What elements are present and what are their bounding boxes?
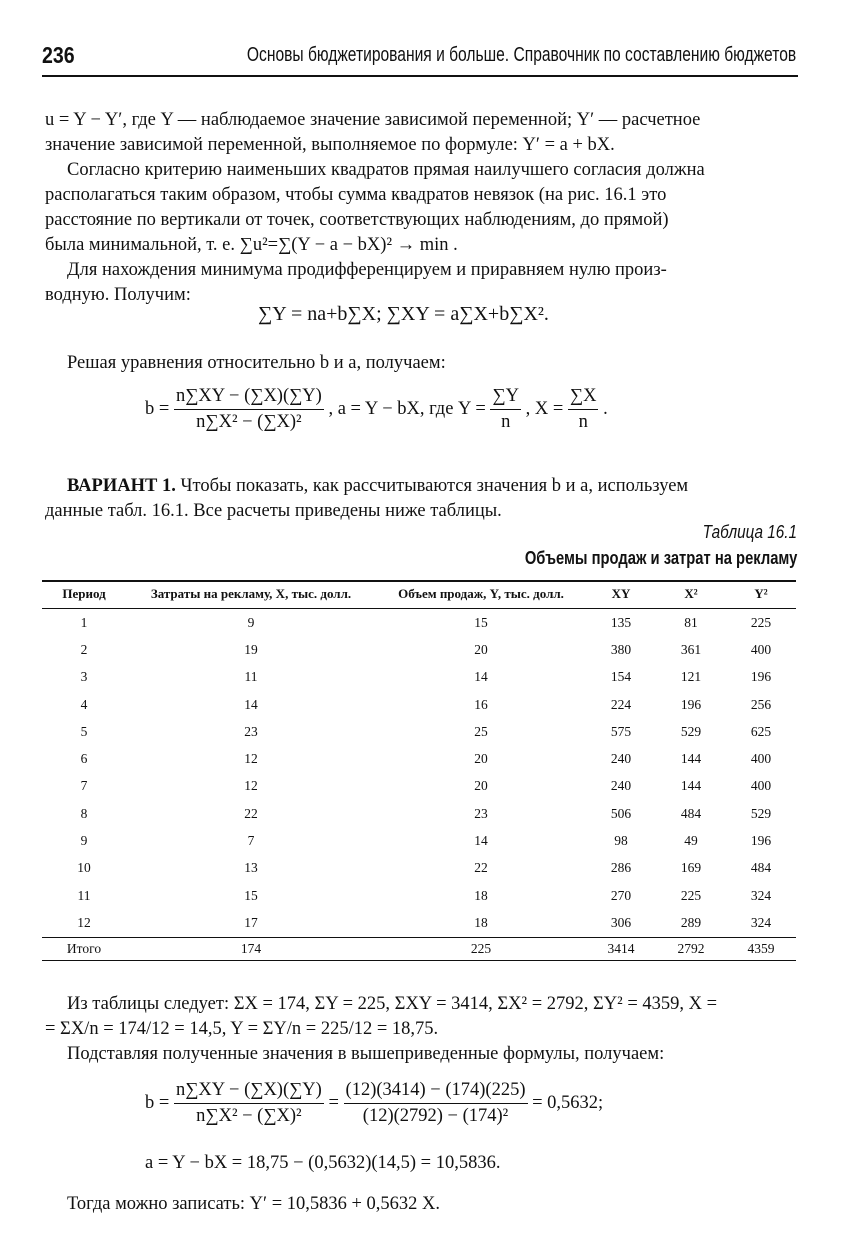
table-cell: 506: [610, 805, 632, 821]
table-cell: 625: [750, 723, 772, 739]
calc-b-numeric-numerator: (12)(3414) − (174)(225): [344, 1080, 528, 1104]
table-cell: 324: [750, 887, 772, 903]
table-cell: 12: [77, 914, 91, 930]
table-cell: 240: [610, 751, 632, 767]
conclusion-text: Тогда можно записать: Y′ = 10,5836 + 0,5632 X.: [67, 1194, 441, 1214]
table-cell: 380: [610, 641, 632, 657]
criterion-line-3: расстояние по вертикали от точек, соответствующих наблюдениям, до прямой): [45, 210, 669, 230]
criterion-line-4-text: была минимальной, т. е.: [45, 235, 236, 255]
table-cell: 2: [80, 641, 88, 657]
ybar-denominator: n: [501, 412, 511, 432]
table-cell: 196: [750, 833, 772, 849]
table-cell: 15: [474, 614, 488, 630]
table-caption-number: Таблица 16.1: [702, 522, 797, 542]
table-cell: 361: [680, 641, 702, 657]
header-period: Период: [42, 581, 126, 609]
table-row: [42, 718, 796, 745]
table-cell: 400: [750, 778, 772, 794]
table-cell: 4: [80, 696, 88, 712]
table-cell: 10: [77, 860, 91, 876]
table-cell: 22: [244, 805, 258, 821]
total-cell: 4359: [726, 937, 796, 960]
table-row: [42, 691, 796, 718]
from-table-paragraph: [45, 992, 797, 1042]
calc-b-result: = 0,5632;: [532, 1092, 604, 1113]
formula-ybar-fraction: [490, 386, 521, 433]
conclusion-paragraph: [45, 1192, 797, 1217]
criterion-line-4: [45, 233, 797, 258]
table-cell: 17: [244, 914, 258, 930]
table-cell: 256: [750, 696, 772, 712]
table-row: [42, 800, 796, 827]
table-row: [42, 773, 796, 800]
table-cell: 529: [750, 805, 772, 821]
table-cell: 7: [247, 833, 255, 849]
table-row: [42, 882, 796, 909]
table-cell: 154: [610, 669, 632, 685]
derivation-paragraph: [45, 258, 797, 308]
table-cell: 11: [244, 669, 258, 685]
solving-text: Решая уравнения относительно b и a, получаем:: [67, 353, 446, 373]
table-row: [42, 855, 796, 882]
table-cell: 270: [610, 887, 632, 903]
table-cell: 225: [750, 614, 772, 630]
formula-b-denominator: n∑X² − (∑X)²: [196, 412, 302, 432]
formula-b-numerator: n∑XY − (∑X)(∑Y): [174, 386, 324, 410]
page-header: [42, 40, 796, 70]
table-cell: 400: [750, 751, 772, 767]
header-x-squared: X²: [656, 581, 726, 609]
intro-paragraph: [45, 108, 797, 158]
xbar-denominator: n: [578, 412, 588, 432]
sales-advertising-table: [42, 580, 796, 961]
table-cell: 14: [474, 833, 488, 849]
table-header-row: [42, 581, 796, 609]
table-cell: 22: [474, 860, 488, 876]
from-table-line-1: Из таблицы следует: ΣX = 174, ΣY = 225, ΣXY = 3414, ΣX² = 2792, ΣY² = 4359, X =: [67, 994, 718, 1014]
table-row: [42, 909, 796, 937]
calc-b-numeric-denominator: (12)(2792) − (174)²: [362, 1106, 509, 1126]
variant-line-1-text: Чтобы показать, как рассчитываются значения b и a, используем: [180, 476, 689, 496]
table-cell: 169: [680, 860, 702, 876]
table-cell: 23: [474, 805, 488, 821]
xbar-lhs: , X =: [525, 398, 564, 419]
table-row: [42, 609, 796, 637]
header-advertising: Затраты на рекламу, X, тыс. долл.: [126, 581, 376, 609]
table-cell: 529: [680, 723, 702, 739]
header-rule: [42, 75, 798, 77]
substitute-sentence: [45, 1042, 797, 1067]
formula-b-fraction: [174, 386, 324, 433]
table-cell: 240: [610, 778, 632, 794]
intro-line-2: значение зависимой переменной, выполняемое по формуле: Y′ = a + bX.: [45, 135, 615, 155]
total-cell: 3414: [586, 937, 656, 960]
calc-a-formula: a = Y − bX = 18,75 − (0,5632)(14,5) = 10,5836.: [145, 1153, 501, 1173]
table-cell: 13: [244, 860, 258, 876]
ybar-numerator: ∑Y: [490, 386, 521, 410]
table-row: [42, 636, 796, 663]
least-squares-formula: ∑u²=∑(Y − a − bX)² → min .: [239, 235, 458, 255]
table-cell: 286: [610, 860, 632, 876]
intro-line-1: u = Y − Y′, где Y — наблюдаемое значение зависимой переменной; Y′ — расчетное: [45, 110, 701, 130]
table-row: [42, 664, 796, 691]
formula-end: .: [603, 398, 608, 419]
calc-b-equals: =: [328, 1092, 339, 1113]
table-cell: 8: [80, 805, 88, 821]
table-cell: 196: [680, 696, 702, 712]
table-cell: 1: [80, 614, 88, 630]
total-cell: Итого: [42, 937, 126, 960]
derive-line-1: Для нахождения минимума продифференцируем и приравняем нулю произ-: [67, 260, 667, 280]
table-cell: 196: [750, 669, 772, 685]
table-cell: 289: [680, 914, 702, 930]
table-cell: 25: [474, 723, 488, 739]
running-title: Основы бюджетирования и больше. Справочник по составлению бюджетов: [246, 44, 796, 66]
variant-line-2: данные табл. 16.1. Все расчеты приведены ниже таблицы.: [45, 501, 502, 521]
formula-b-a: [145, 386, 608, 433]
table-cell: 6: [80, 751, 88, 767]
table-cell: 225: [680, 887, 702, 903]
substitute-text: Подставляя полученные значения в вышеприведенные формулы, получаем:: [67, 1044, 665, 1064]
calc-b-numerator: n∑XY − (∑X)(∑Y): [174, 1080, 324, 1104]
criterion-paragraph: [45, 158, 797, 258]
table-cell: 575: [610, 723, 632, 739]
formula-xbar-fraction: [568, 386, 599, 433]
table-cell: 144: [680, 778, 702, 794]
table-cell: 11: [77, 887, 91, 903]
table-cell: 484: [750, 860, 772, 876]
derive-line-2: водную. Получим:: [45, 285, 191, 305]
calc-b-lhs: b =: [145, 1092, 170, 1113]
table-cell: 20: [474, 751, 488, 767]
solving-sentence: [45, 351, 797, 376]
table-cell: 19: [244, 641, 258, 657]
table-cell: 16: [474, 696, 488, 712]
page-number: 236: [42, 42, 75, 68]
table-row: [42, 745, 796, 772]
table-cell: 7: [80, 778, 88, 794]
total-cell: 174: [126, 937, 376, 960]
normal-equations: ∑Y = na+b∑X; ∑XY = a∑X+b∑X².: [258, 303, 549, 325]
table-total-row: [42, 937, 796, 960]
table-cell: 144: [680, 751, 702, 767]
formula-b-lhs: b =: [145, 398, 170, 419]
table-cell: 15: [244, 887, 258, 903]
table-cell: 14: [474, 669, 488, 685]
table-cell: 484: [680, 805, 702, 821]
table-cell: 121: [680, 669, 702, 685]
table-cell: 12: [244, 778, 258, 794]
criterion-line-1: Согласно критерию наименьших квадратов прямая наилучшего согласия должна: [67, 160, 705, 180]
table-cell: 9: [80, 833, 88, 849]
variant-paragraph: [45, 474, 797, 524]
variant-label: ВАРИАНТ 1.: [67, 476, 176, 496]
table-cell: 81: [684, 614, 698, 630]
table-cell: 3: [80, 669, 88, 685]
header-xy: XY: [586, 581, 656, 609]
calc-b-denominator: n∑X² − (∑X)²: [196, 1106, 302, 1126]
table-caption-title: Объемы продаж и затрат на рекламу: [524, 548, 797, 568]
table-cell: 23: [244, 723, 258, 739]
criterion-line-2: располагаться таким образом, чтобы сумма квадратов невязок (на рис. 16.1 это: [45, 185, 667, 205]
table-cell: 49: [684, 833, 698, 849]
table-row: [42, 827, 796, 854]
calc-b-formula: [145, 1080, 603, 1127]
table-cell: 18: [474, 887, 488, 903]
table-cell: 20: [474, 778, 488, 794]
variant-line-1: [45, 474, 797, 499]
table-cell: 20: [474, 641, 488, 657]
table-cell: 18: [474, 914, 488, 930]
calc-b-numeric-fraction: [344, 1080, 528, 1127]
table-cell: 224: [610, 696, 632, 712]
from-table-line-2: = ΣX/n = 174/12 = 14,5, Y = ΣY/n = 225/12 = 18,75.: [45, 1019, 439, 1039]
table-cell: 400: [750, 641, 772, 657]
table-cell: 98: [614, 833, 628, 849]
table-cell: 14: [244, 696, 258, 712]
total-cell: 2792: [656, 937, 726, 960]
xbar-numerator: ∑X: [568, 386, 599, 410]
calc-b-general-fraction: [174, 1080, 324, 1127]
table-cell: 135: [610, 614, 632, 630]
table-cell: 9: [247, 614, 255, 630]
total-cell: 225: [376, 937, 586, 960]
table-cell: 306: [610, 914, 632, 930]
header-y-squared: Y²: [726, 581, 796, 609]
formula-a-text: , a = Y − bX, где Y =: [328, 398, 486, 419]
header-sales: Объем продаж, Y, тыс. долл.: [376, 581, 586, 609]
table-cell: 324: [750, 914, 772, 930]
table-cell: 12: [244, 751, 258, 767]
table-cell: 5: [80, 723, 88, 739]
